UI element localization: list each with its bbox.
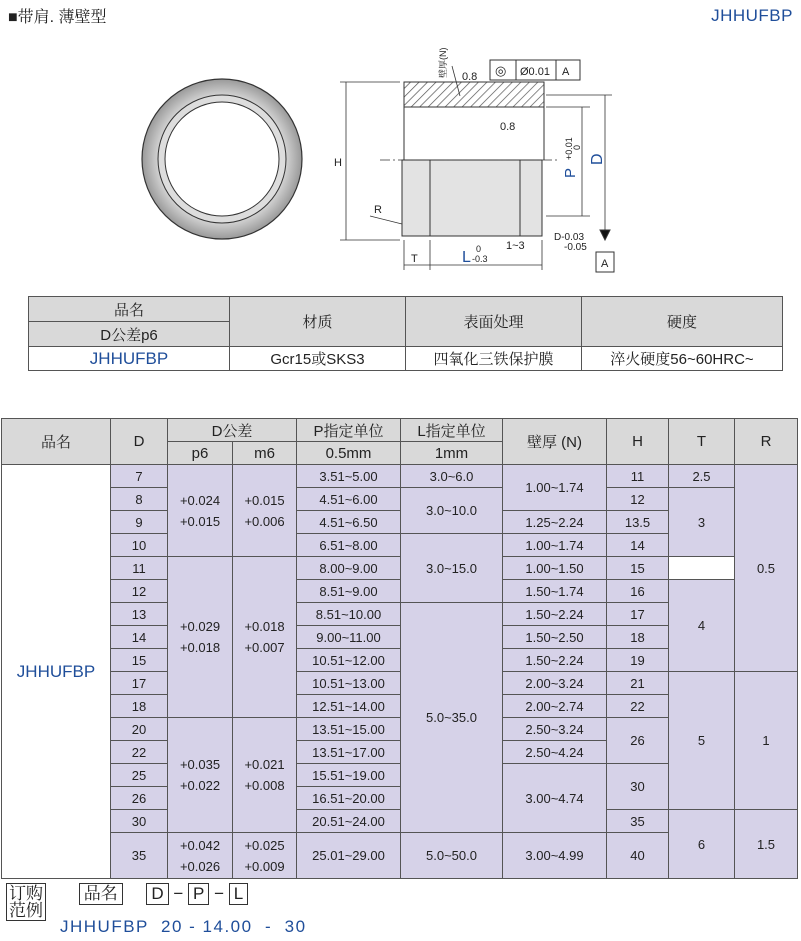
cell-N: 2.00~2.74 bbox=[503, 695, 607, 718]
cell-N: 2.50~4.24 bbox=[503, 741, 607, 764]
cell-p6: +0.024 +0.015 bbox=[168, 465, 233, 557]
spec-surface: 四氧化三铁保护膜 bbox=[406, 347, 582, 371]
cell-H: 17 bbox=[607, 603, 669, 626]
cell-D: 20 bbox=[111, 718, 168, 741]
header-L: L指定单位 bbox=[401, 419, 503, 442]
datum-A: A bbox=[601, 258, 609, 270]
chamfer-label: 1~3 bbox=[506, 240, 525, 252]
order-D-box: D bbox=[146, 883, 168, 905]
cell-L: 3.0~15.0 bbox=[401, 534, 503, 603]
L-tol-lower: -0.3 bbox=[472, 254, 488, 264]
cell-H: 40 bbox=[607, 833, 669, 879]
header-p6: p6 bbox=[168, 442, 233, 465]
cell-P: 15.51~19.00 bbox=[297, 764, 401, 787]
order-example bbox=[6, 883, 248, 921]
header-name: 品名 bbox=[2, 419, 111, 465]
cell-H: 15 bbox=[607, 557, 669, 580]
cell-m6: +0.018 +0.007 bbox=[233, 557, 297, 718]
header-P-unit: 0.5mm bbox=[297, 442, 401, 465]
cell-D: 30 bbox=[111, 810, 168, 833]
size-table bbox=[1, 418, 798, 879]
product-code: JHHUFBP bbox=[711, 6, 793, 25]
cell-N: 2.00~3.24 bbox=[503, 672, 607, 695]
order-L-box: L bbox=[229, 883, 248, 905]
cell-N: 1.50~1.74 bbox=[503, 580, 607, 603]
cell-P: 4.51~6.50 bbox=[297, 511, 401, 534]
dim-D: D bbox=[589, 153, 606, 165]
order-name-box: 品名 bbox=[79, 883, 123, 905]
cell-H: 19 bbox=[607, 649, 669, 672]
tolerance-value: Ø0.01 bbox=[520, 66, 550, 78]
cell-L: 3.0~10.0 bbox=[401, 488, 503, 534]
cell-N: 1.50~2.50 bbox=[503, 626, 607, 649]
roughness-label-1: 0.8 bbox=[462, 71, 478, 83]
cell-D: 11 bbox=[111, 557, 168, 580]
cell-T: 2.5 bbox=[669, 465, 735, 488]
cell-P: 6.51~8.00 bbox=[297, 534, 401, 557]
cell-N: 3.00~4.99 bbox=[503, 833, 607, 879]
cell-H: 13.5 bbox=[607, 511, 669, 534]
header-m6: m6 bbox=[233, 442, 297, 465]
cell-L: 5.0~35.0 bbox=[401, 603, 503, 833]
cell-D: 15 bbox=[111, 649, 168, 672]
cell-H: 22 bbox=[607, 695, 669, 718]
cell-P: 20.51~24.00 bbox=[297, 810, 401, 833]
dim-R: R bbox=[374, 204, 382, 216]
spec-name: JHHUFBP bbox=[29, 347, 230, 371]
cell-D: 26 bbox=[111, 787, 168, 810]
cell-P: 10.51~12.00 bbox=[297, 649, 401, 672]
cell-P: 13.51~15.00 bbox=[297, 718, 401, 741]
cell-R: 1.5 bbox=[735, 810, 798, 879]
cell-D: 17 bbox=[111, 672, 168, 695]
order-dash-2: − bbox=[214, 884, 225, 903]
cell-D: 13 bbox=[111, 603, 168, 626]
cell-N: 2.50~3.24 bbox=[503, 718, 607, 741]
cell-P: 8.51~10.00 bbox=[297, 603, 401, 626]
concentricity-icon: ◎ bbox=[495, 63, 507, 78]
cell-m6: +0.015 +0.006 bbox=[233, 465, 297, 557]
cell-N: 3.00~4.74 bbox=[503, 764, 607, 833]
cell-P: 10.51~13.00 bbox=[297, 672, 401, 695]
cell-D: 8 bbox=[111, 488, 168, 511]
cell-T: 5 bbox=[669, 672, 735, 810]
cell-H: 21 bbox=[607, 672, 669, 695]
cell-p6: +0.042 +0.026 bbox=[168, 833, 233, 879]
order-P-box: P bbox=[188, 883, 209, 905]
cell-N: 1.50~2.24 bbox=[503, 649, 607, 672]
spec-hardness: 淬火硬度56~60HRC~ bbox=[582, 347, 783, 371]
header-T: T bbox=[669, 419, 735, 465]
cell-N: 1.00~1.50 bbox=[503, 557, 607, 580]
P-tol-lower: 0 bbox=[572, 144, 582, 150]
dim-P: P bbox=[562, 167, 579, 178]
order-example-value: JHHUFBP 20 - 14.00 - 30 bbox=[60, 917, 307, 936]
roughness-label-2: 0.8 bbox=[500, 121, 516, 133]
cell-H: 16 bbox=[607, 580, 669, 603]
cell-T: 6 bbox=[669, 810, 735, 879]
cell-H: 14 bbox=[607, 534, 669, 557]
cell-D: 22 bbox=[111, 741, 168, 764]
order-dash-1: − bbox=[173, 884, 184, 903]
cell-H: 12 bbox=[607, 488, 669, 511]
order-label: 订购 范例 bbox=[6, 883, 46, 921]
header-H: H bbox=[607, 419, 669, 465]
cell-H: 35 bbox=[607, 810, 669, 833]
tolerance-datum: A bbox=[562, 66, 570, 78]
header-D: D bbox=[111, 419, 168, 465]
cell-D: 14 bbox=[111, 626, 168, 649]
cell-m6: +0.025 +0.009 bbox=[233, 833, 297, 879]
D-tol-upper: D-0.03 bbox=[554, 232, 585, 243]
cell-T: 4 bbox=[669, 580, 735, 672]
cell-P: 16.51~20.00 bbox=[297, 787, 401, 810]
cell-D: 9 bbox=[111, 511, 168, 534]
header-N: 壁厚 (N) bbox=[503, 419, 607, 465]
cell-P: 12.51~14.00 bbox=[297, 695, 401, 718]
dim-T: T bbox=[411, 253, 418, 265]
cell-L: 5.0~50.0 bbox=[401, 833, 503, 879]
cell-D: 18 bbox=[111, 695, 168, 718]
spec-header-hardness: 硬度 bbox=[582, 297, 783, 347]
cell-H: 26 bbox=[607, 718, 669, 764]
cell-N: 1.50~2.24 bbox=[503, 603, 607, 626]
P-tol-upper: +0.01 bbox=[564, 137, 574, 160]
cell-m6: +0.021 +0.008 bbox=[233, 718, 297, 833]
cell-T: 3 bbox=[669, 488, 735, 557]
cell-L: 3.0~6.0 bbox=[401, 465, 503, 488]
cell-P: 3.51~5.00 bbox=[297, 465, 401, 488]
cell-D: 25 bbox=[111, 764, 168, 787]
cell-P: 8.00~9.00 bbox=[297, 557, 401, 580]
cell-N: 1.00~1.74 bbox=[503, 465, 607, 511]
cell-H: 18 bbox=[607, 626, 669, 649]
L-tol-upper: 0 bbox=[476, 244, 482, 254]
cell-D: 35 bbox=[111, 833, 168, 879]
row-name: JHHUFBP bbox=[2, 465, 111, 879]
dim-L: L bbox=[462, 249, 471, 266]
cell-D: 10 bbox=[111, 534, 168, 557]
cell-D: 7 bbox=[111, 465, 168, 488]
header-P: P指定单位 bbox=[297, 419, 401, 442]
cell-H: 11 bbox=[607, 465, 669, 488]
cell-P: 25.01~29.00 bbox=[297, 833, 401, 879]
cell-N: 1.25~2.24 bbox=[503, 511, 607, 534]
header-L-unit: 1mm bbox=[401, 442, 503, 465]
cell-H: 30 bbox=[607, 764, 669, 810]
technical-drawing bbox=[0, 0, 801, 290]
cell-R: 0.5 bbox=[735, 465, 798, 672]
cell-P: 4.51~6.00 bbox=[297, 488, 401, 511]
cell-N: 1.00~1.74 bbox=[503, 534, 607, 557]
D-tol-lower: -0.05 bbox=[564, 242, 587, 253]
cell-p6: +0.035 +0.022 bbox=[168, 718, 233, 833]
cell-P: 8.51~9.00 bbox=[297, 580, 401, 603]
cell-R: 1 bbox=[735, 672, 798, 810]
cell-P: 13.51~17.00 bbox=[297, 741, 401, 764]
cell-p6: +0.029 +0.018 bbox=[168, 557, 233, 718]
spec-material: Gcr15或SKS3 bbox=[230, 347, 406, 371]
spec-header-dtol: D公差p6 bbox=[29, 322, 230, 347]
wall-label: 壁厚(N) bbox=[438, 47, 448, 78]
spec-header-surface: 表面处理 bbox=[406, 297, 582, 347]
spec-header-name: 品名 bbox=[29, 297, 230, 322]
spec-header-material: 材质 bbox=[230, 297, 406, 347]
front-view bbox=[142, 79, 302, 239]
header-dtol: D公差 bbox=[168, 419, 297, 442]
cell-D: 12 bbox=[111, 580, 168, 603]
header-R: R bbox=[735, 419, 798, 465]
spec-table bbox=[28, 296, 783, 371]
cell-P: 9.00~11.00 bbox=[297, 626, 401, 649]
dim-H: H bbox=[334, 157, 342, 169]
page-title: ■带肩. 薄壁型 bbox=[8, 9, 107, 26]
